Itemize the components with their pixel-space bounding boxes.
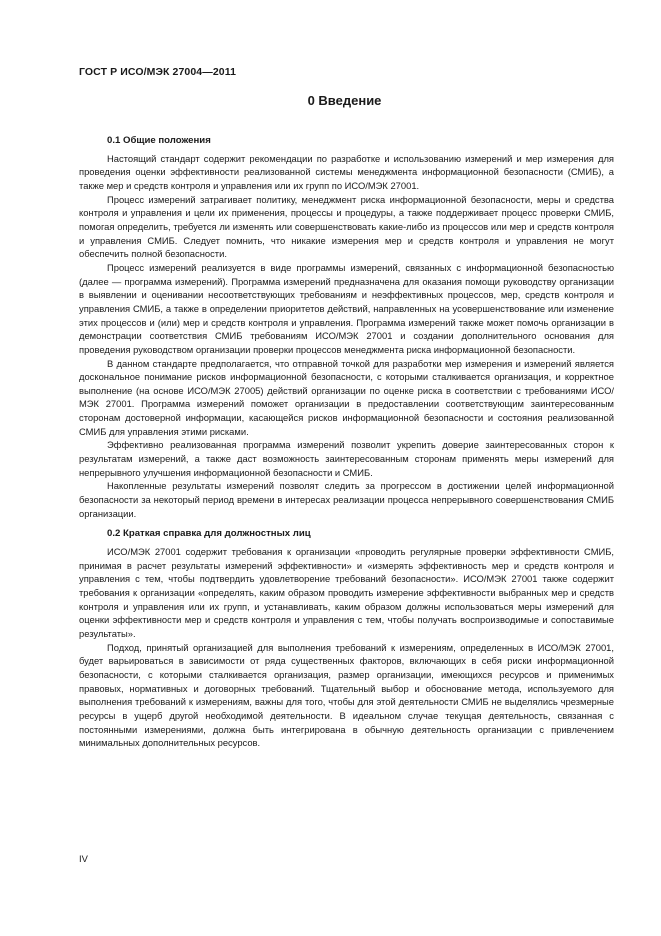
paragraph: Настоящий стандарт содержит рекомендации по разработке и использованию измерений и мер измерения для проведения оценки эффективности реализованной системы менеджмента информационной безопасности (СМИБ), а также мер и средств контроля и управления или их групп по ИСО/МЭК 27001. — [79, 152, 614, 191]
paragraph: Подход, принятый организацией для выполнения требований к измерениям, определенных в ИСО/МЭК 27001, будет варьироваться в зависимости от ряда существенных факторов, включающих в себя риски информационной безопасности, с которыми сталкивается организация, размер организации, имеющихся ресурсов и применимых правовых, нормативных и договорных требований. Тщательный выбор и обоснование метода, используемого для выполнения требований к измерениям, важны для того, чтобы для этой деятельности СМИБ не выделялись чрезмерные ресурсы в ущерб другой необходимой деятельности. В идеальном случае текущая деятельность, связанная с постоянными измерениями, должна быть интегрирована в обычную деятельность организации с привлечением минимальных дополнительных ресурсов. — [79, 641, 614, 749]
section-heading-0-1: 0.1 Общие положения — [107, 135, 211, 146]
paragraph: ИСО/МЭК 27001 содержит требования к организации «проводить регулярные проверки эффективности СМИБ, принимая в расчет результаты измерений эффективности» и «измерять эффективность мер и средств контроля и управления с тем, чтобы подтвердить удовлетворение требований безопасности». ИСО/МЭК 27001 также содержит требования к организации «определять, каким образом проводить измерение эффективности выбранных мер и средств контроля и управления или их групп, и устанавливать, каким образом должны использоваться меры измерений для оценки эффективности мер и средств контроля и управления с тем, чтобы получать воспроизводимые и сопоставимые результаты». — [79, 546, 614, 639]
document-header: ГОСТ Р ИСО/МЭК 27004—2011 — [79, 66, 237, 78]
page-title: 0 Введение — [307, 93, 382, 108]
paragraph: Процесс измерений затрагивает политику, менеджмент риска информационной безопасности, меры и средства контроля и управления и цели их применения, процессы и процедуры, а также поддерживает процесс проверки СМИБ, помогая определить, требуется ли изменять или совершенствовать какие-либо из процессов или мер и средств контроля и управления СМИБ. Следует помнить, что никакие измерения мер и средств контроля и управления не могут обеспечить полной безопасности. — [79, 193, 614, 260]
paragraph: Процесс измерений реализуется в виде программы измерений, связанных с информационной безопасностью (далее — программа измерений). Программа измерений предназначена для оказания помощи руководству организации в выявлении и оценивании несоответствующих требованиям и неэффективных процессов, мер, средств контроля и управления СМИБ, а также в определении приоритетов действий, направленных на усовершенствование или изменение этих процессов и (или) мер и средств контроля и управления. Программа измерений также может помочь организации в демонстрации соответствия СМИБ требованиям ИСО/МЭК 27001 и создании дополнительного основания для проведения руководством организации проверки процессов менеджмента риска информационной безопасности. — [79, 261, 614, 355]
document-body — [79, 134, 614, 750]
paragraph: В данном стандарте предполагается, что отправной точкой для разработки мер измерения и измерений является доскональное понимание рисков информационной безопасности, с которыми сталкивается организация, и корректное выполнение (на основе ИСО/МЭК 27005) действий организации по оценке риска в соответствии с требованиями ИСО/МЭК 27001. Программа измерений поможет организации в предоставлении соответствующим заинтересованным сторонам достоверной информации, касающейся рисков информационной безопасности и состояния реализованной СМИБ для управления этими рисками. — [79, 357, 614, 437]
section-heading-0-2: 0.2 Краткая справка для должностных лиц — [107, 528, 311, 540]
paragraph: Накопленные результаты измерений позволят следить за прогрессом в достижении целей информационной безопасности за некоторый период времени в интересах реализации процесса непрерывного совершенствования СМИБ организации. — [79, 480, 614, 519]
paragraph: Эффективно реализованная программа измерений позволит укрепить доверие заинтересованных сторон к результатам измерений, а также даст возможность заинтересованным сторонам применять меры измерений для непрерывного улучшения информационной безопасности и СМИБ. — [79, 439, 614, 478]
page-number: IV — [79, 853, 88, 864]
